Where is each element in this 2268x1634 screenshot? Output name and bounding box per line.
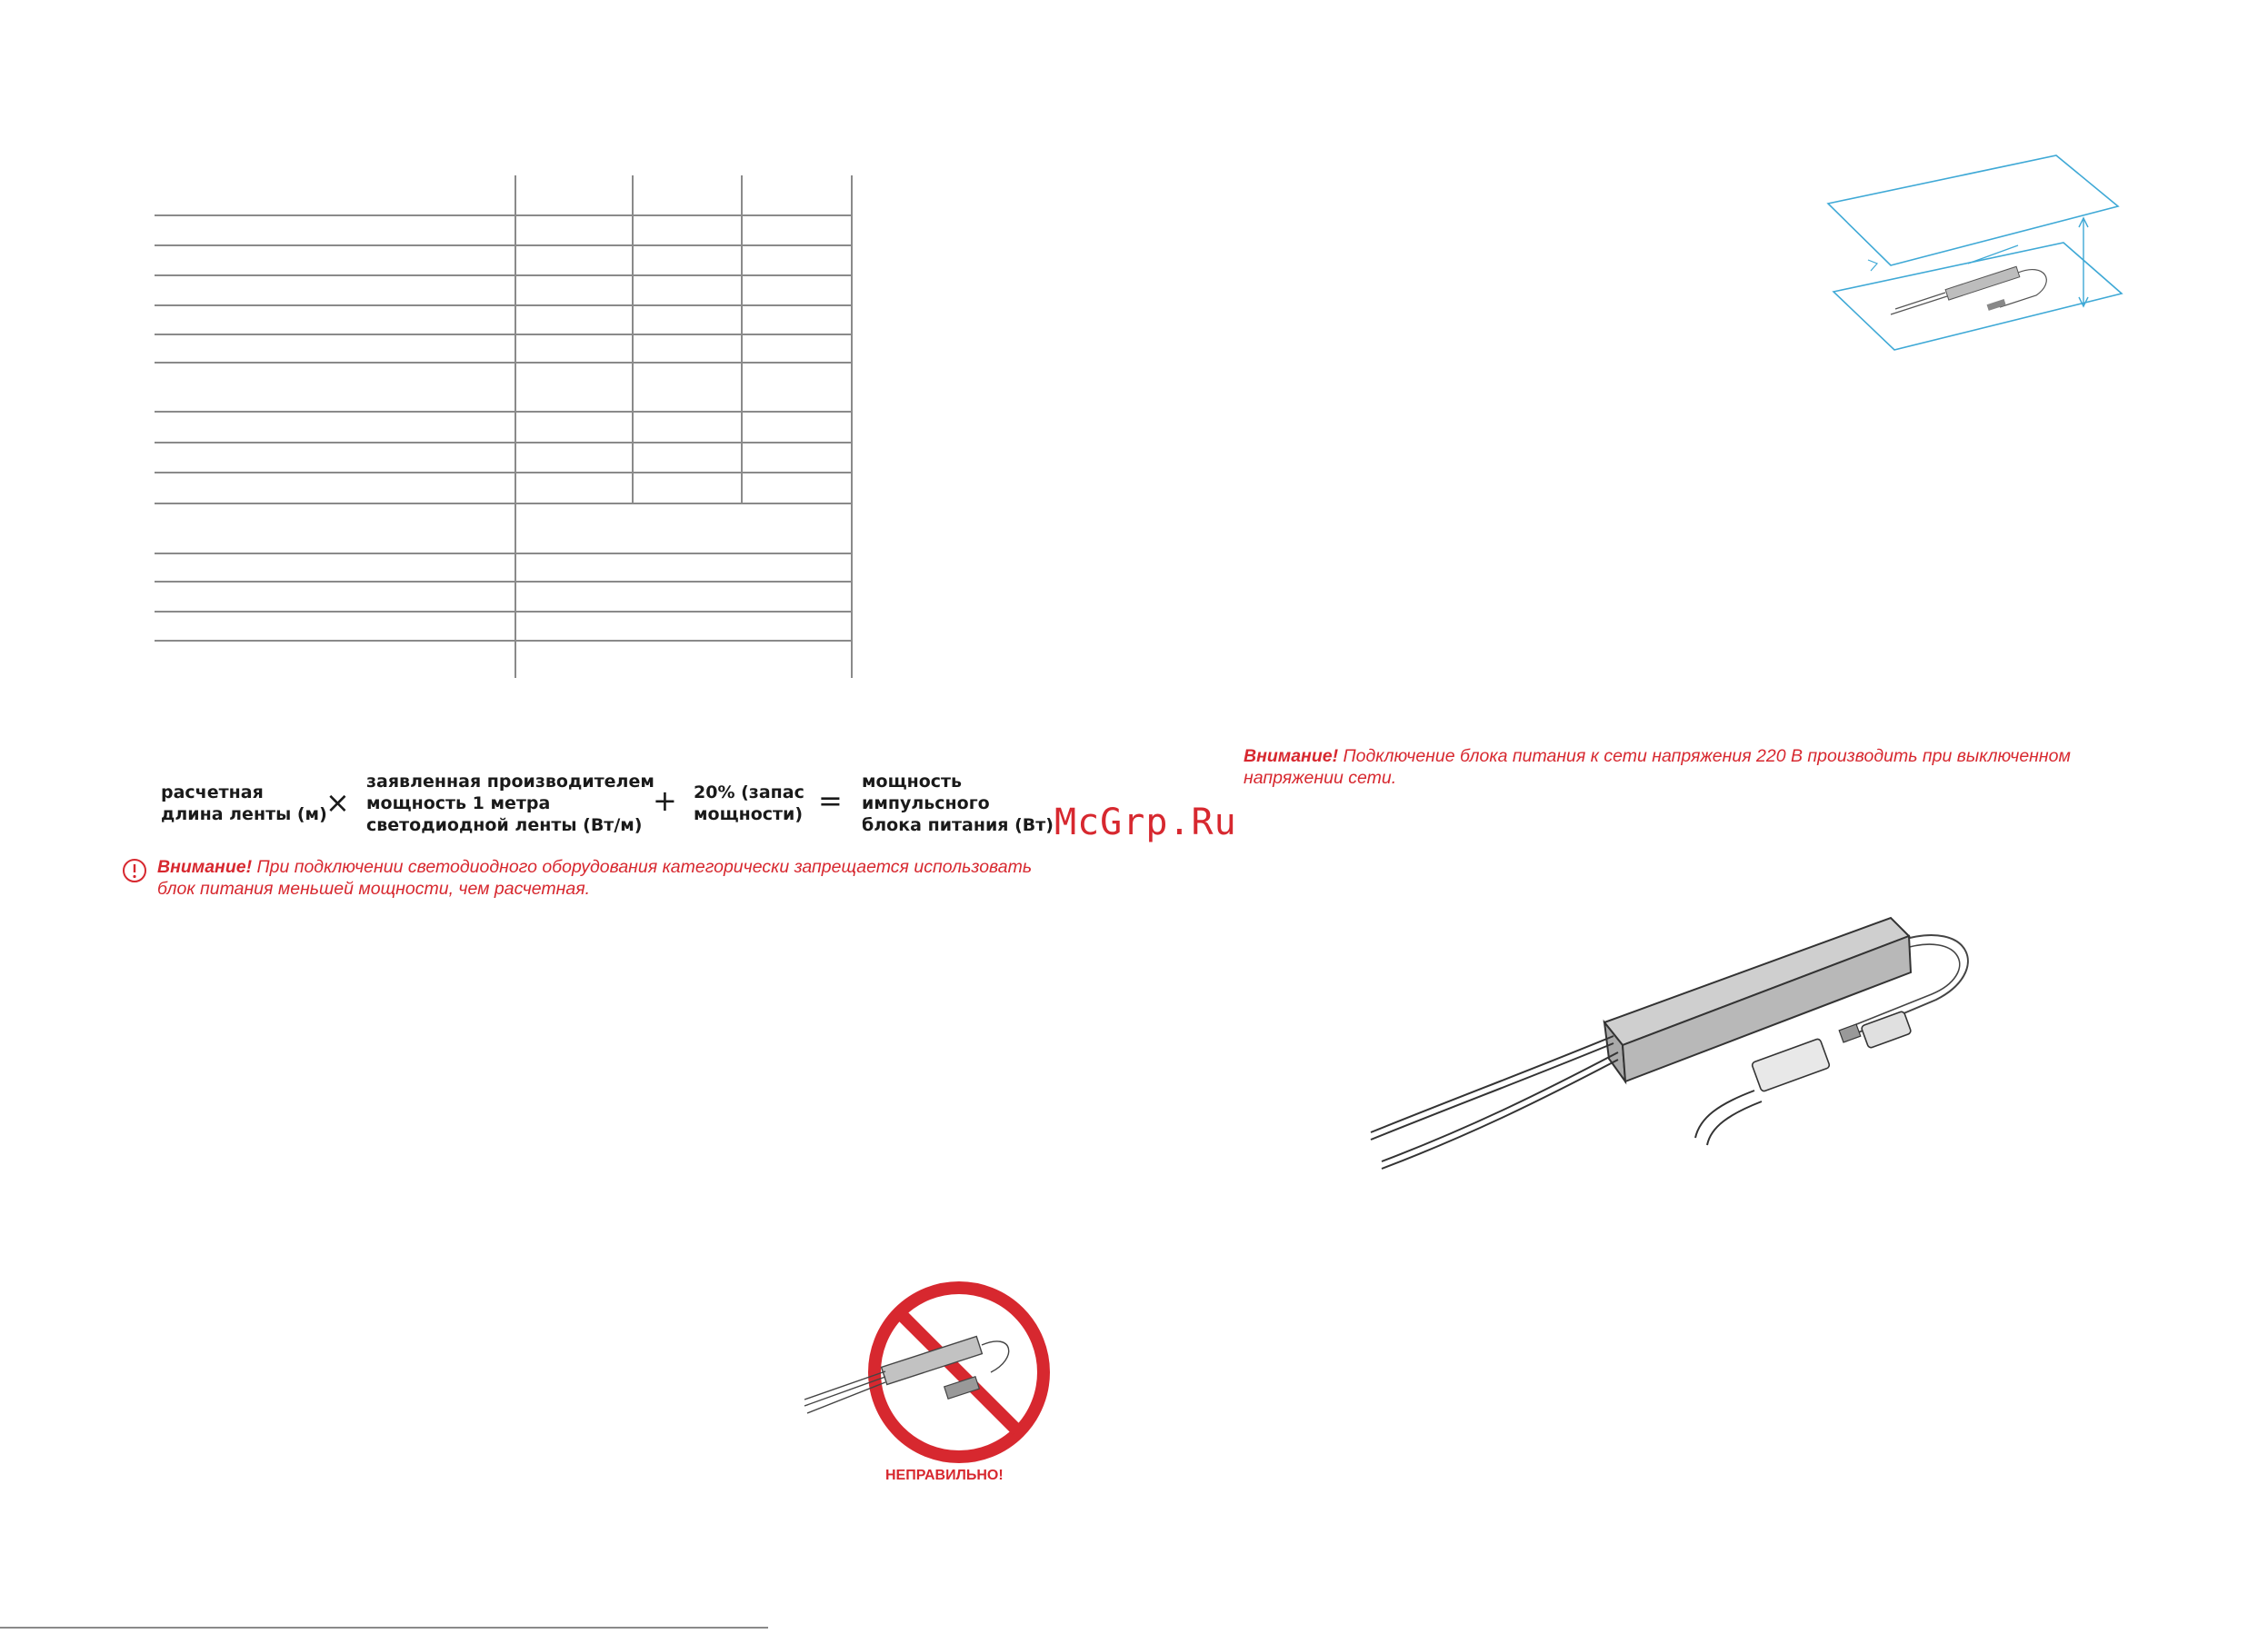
table-rule	[155, 442, 853, 443]
formula-power-term: заявленная производителем мощность 1 метра светодиодной ленты (Вт/м)	[366, 772, 654, 835]
plus-sign: +	[653, 783, 677, 818]
table-rule	[155, 304, 853, 306]
table-column-rule	[515, 175, 516, 678]
mounting-clearance-diagram	[1818, 145, 2132, 373]
warning-right-text: Подключение блока питания к сети напряжения 220 В производить при выключенном напряжении сети.	[1244, 746, 2071, 788]
table-rule	[155, 214, 853, 216]
equals-sign: =	[818, 783, 843, 818]
table-rule	[155, 244, 853, 246]
table-rule	[155, 362, 853, 364]
wrong-mounting-illustration	[791, 1277, 1064, 1468]
table-rule	[155, 411, 853, 413]
bottom-rule	[0, 1627, 768, 1629]
table-rule	[155, 640, 853, 642]
table-column-rule	[741, 175, 743, 503]
table-rule	[155, 472, 853, 473]
warning-left	[157, 856, 1053, 900]
table-rule	[155, 611, 853, 613]
formula-result-term: мощность импульсного блока питания (Вт)	[862, 772, 1054, 835]
warning-right-title: Внимание!	[1244, 746, 1339, 766]
table-column-rule	[632, 175, 634, 503]
exclamation-circle-icon	[121, 857, 148, 884]
table-rule	[155, 274, 853, 276]
warning-right	[1244, 745, 2098, 789]
wrong-caption: НЕПРАВИЛЬНО!	[885, 1468, 1004, 1483]
table-rule	[155, 581, 853, 583]
table-rule	[155, 553, 853, 554]
multiply-sign: ×	[325, 785, 350, 820]
warning-left-title: Внимание!	[157, 857, 253, 877]
watermark: McGrp.Ru	[1054, 802, 1237, 843]
formula-length-term: расчетная длина ленты (м)	[161, 782, 327, 824]
formula-reserve-term: 20% (запас мощности)	[694, 782, 804, 824]
table-rule	[155, 503, 853, 504]
table-column-rule	[851, 175, 853, 678]
power-supply-illustration	[1354, 900, 2009, 1218]
warning-left-text: При подключении светодиодного оборудования категорически запрещается использовать блок питания меньшей мощности, чем расчетная.	[157, 857, 1033, 899]
table-rule	[155, 334, 853, 335]
